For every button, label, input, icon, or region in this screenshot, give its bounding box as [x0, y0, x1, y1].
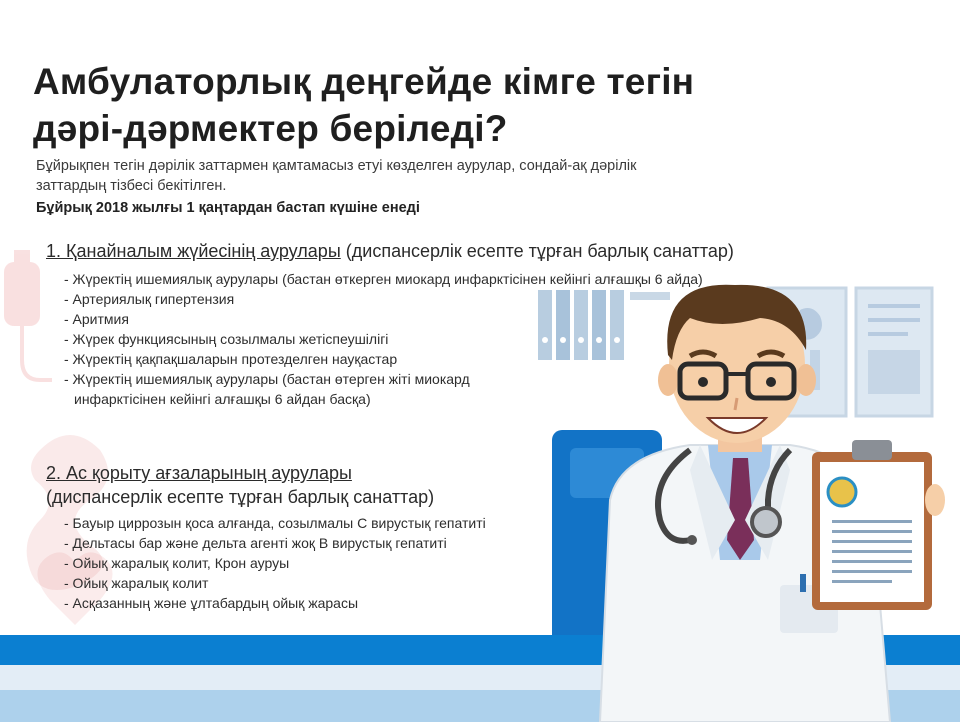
section-title: 1. Қанайналым жүйесінің аурулары [46, 241, 341, 261]
list-item: - Жүректің қақпақшаларын протезделген науқастар [64, 351, 398, 367]
section-title: 2. Ас қорыту ағзаларының аурулары [46, 463, 352, 483]
list-item: - Жүректің ишемиялық аурулары (бастан өткерген миокард инфарктісінен кейінгі алғашқы 6 айда) [64, 271, 703, 287]
section-note: (диспансерлік есепте тұрған барлық санаттар) [46, 487, 435, 507]
section-digestive [46, 461, 586, 613]
list-item: - Дельтасы бар және дельта агенті жоқ В вирустық гепатиті [64, 535, 447, 551]
section-note: (диспансерлік есепте тұрған барлық санаттар) [345, 241, 734, 261]
list-item: - Асқазанның және ұлтабардың ойық жарасы [64, 595, 359, 611]
disease-list [46, 513, 586, 613]
clipboard [812, 440, 945, 610]
list-item: - Жүрек функциясының созылмалы жетіспеушілігі [64, 331, 389, 347]
subtitle: Бұйрықпен тегін дәрілік заттармен қамтамасыз етуі көзделген аурулар, сондай-ақ дәрілік заттардың тізбесі бекітілген. [36, 158, 637, 194]
list-item: - Артериялық гипертензия [64, 291, 235, 307]
page-title: Амбулаторлық деңгейде кімге тегін дәрі-дәрмектер беріледі? [33, 61, 695, 149]
list-item: - Бауыр циррозын қоса алғанда, созылмалы С вирустық гепатиті [64, 515, 486, 531]
list-item: - Ойық жаралық колит, Крон ауруы [64, 555, 290, 571]
list-item: - Аритмия [64, 311, 129, 327]
list-item: - Ойық жаралық колит [64, 575, 209, 591]
list-item: - Жүректің ишемиялық аурулары (бастан өтерген жіті миокард инфарктісінен кейінгі алғашқы 6 айдан басқа) [64, 371, 470, 407]
section-circulatory [46, 239, 846, 409]
iv-drip-icon [4, 250, 52, 380]
decree-note: Бұйрық 2018 жылғы 1 қаңтардан бастап күшіне енеді [36, 200, 420, 216]
emblem-icon [828, 478, 856, 506]
disease-list [46, 269, 846, 409]
